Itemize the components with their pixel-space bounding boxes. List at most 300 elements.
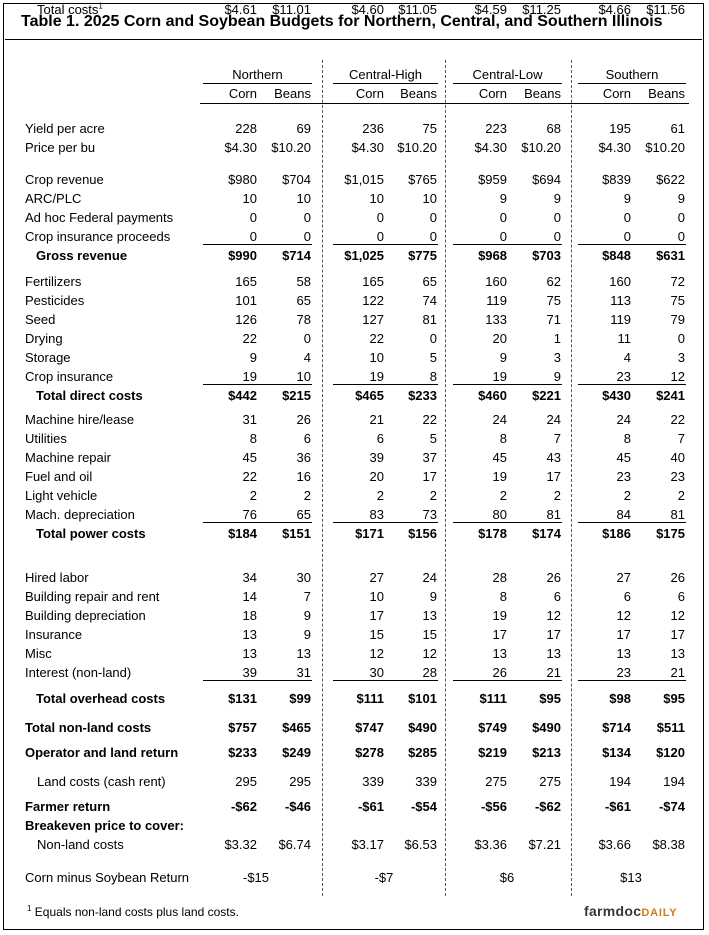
region-underline xyxy=(453,83,562,84)
table-cell: 8 xyxy=(623,431,631,446)
table-cell: 2 xyxy=(623,488,631,503)
table-cell: 13 xyxy=(546,646,561,661)
table-cell: 19 xyxy=(369,369,384,384)
row-label: Fuel and oil xyxy=(25,469,93,484)
table-cell: 13 xyxy=(492,646,507,661)
table-cell: 65 xyxy=(296,507,311,522)
table-cell: 0 xyxy=(303,331,311,346)
table-cell: 10 xyxy=(242,191,257,206)
table-title: Table 1. 2025 Corn and Soybean Budgets for Northern, Central, and Southern Illinois xyxy=(5,4,702,40)
subtotal-rule xyxy=(203,244,312,245)
table-cell: 236 xyxy=(362,121,384,136)
table-row xyxy=(0,348,709,367)
table-row xyxy=(0,208,709,227)
table-cell: 80 xyxy=(492,507,507,522)
table-cell: 0 xyxy=(499,229,507,244)
table-cell: $959 xyxy=(478,172,507,187)
table-cell: $4.30 xyxy=(598,140,631,155)
table-cell: 12 xyxy=(616,608,631,623)
subtotal-rule xyxy=(453,384,562,385)
table-cell: 9 xyxy=(677,191,685,206)
table-cell: $156 xyxy=(408,526,437,541)
table-cell: $704 xyxy=(282,172,311,187)
table-cell: 2 xyxy=(677,488,685,503)
subtotal-rule xyxy=(578,522,686,523)
table-cell: 133 xyxy=(485,312,507,327)
row-label: Total non-land costs xyxy=(25,720,152,735)
table-cell: 7 xyxy=(553,431,561,446)
table-cell: 275 xyxy=(485,774,507,789)
table-cell: 1 xyxy=(553,331,561,346)
table-cell: $233 xyxy=(228,745,257,760)
table-cell: 30 xyxy=(296,570,311,585)
table-cell: 18 xyxy=(242,608,257,623)
table-cell: 23 xyxy=(616,665,631,680)
table-cell: 119 xyxy=(486,293,507,308)
row-label: Yield per acre xyxy=(25,121,105,136)
row-label: Total direct costs xyxy=(36,388,143,403)
table-cell: 17 xyxy=(546,469,561,484)
row-label: Fertilizers xyxy=(25,274,82,289)
region-underline xyxy=(203,83,312,84)
row-label: Non-land costs xyxy=(37,837,124,852)
table-cell: 0 xyxy=(303,210,311,225)
table-row xyxy=(0,835,709,854)
table-cell: 31 xyxy=(242,412,257,427)
table-cell: 195 xyxy=(609,121,631,136)
table-cell: $95 xyxy=(663,691,685,706)
table-cell: 160 xyxy=(485,274,507,289)
table-cell: 83 xyxy=(369,507,384,522)
table-cell: 126 xyxy=(235,312,257,327)
table-row xyxy=(0,272,709,291)
footnote xyxy=(27,905,239,919)
table-row xyxy=(0,119,709,138)
table-cell: 11 xyxy=(617,331,631,346)
table-cell: 22 xyxy=(670,412,685,427)
table-cell: 23 xyxy=(616,369,631,384)
table-cell: 3 xyxy=(553,350,561,365)
table-cell: 43 xyxy=(546,450,561,465)
row-label: Total costs$^1$ xyxy=(37,1,103,17)
table-cell: 45 xyxy=(242,450,257,465)
row-label: Misc xyxy=(25,646,52,661)
table-cell: 17 xyxy=(492,627,507,642)
table-cell: $175 xyxy=(656,526,685,541)
table-cell: 194 xyxy=(609,774,631,789)
table-cell: 81 xyxy=(422,312,437,327)
table-row xyxy=(0,291,709,310)
row-label: Hired labor xyxy=(25,570,89,585)
table-cell: 2 xyxy=(249,488,257,503)
table-cell: $490 xyxy=(532,720,561,735)
subtotal-rule xyxy=(578,384,686,385)
table-cell: 3 xyxy=(677,350,685,365)
table-cell: 28 xyxy=(492,570,507,585)
table-row xyxy=(0,170,709,189)
table-cell: 16 xyxy=(296,469,311,484)
table-cell: 75 xyxy=(546,293,561,308)
table-cell: $757 xyxy=(228,720,257,735)
beans-header: Beans xyxy=(524,86,561,101)
table-cell: $178 xyxy=(478,526,507,541)
table-cell: 295 xyxy=(235,774,257,789)
table-cell: 22 xyxy=(422,412,437,427)
logo-main: farmdoc xyxy=(584,903,642,919)
row-label: Crop insurance xyxy=(25,369,114,384)
table-cell: 13 xyxy=(242,627,257,642)
row-label: Insurance xyxy=(25,627,83,642)
table-cell: -$56 xyxy=(480,799,507,814)
table-cell: 12 xyxy=(369,646,384,661)
row-label: Price per bu xyxy=(25,140,96,155)
table-row xyxy=(0,625,709,644)
table-cell: 0 xyxy=(376,229,384,244)
table-cell: $101 xyxy=(408,691,437,706)
table-row xyxy=(0,689,709,708)
table-cell: $980 xyxy=(228,172,257,187)
table-row xyxy=(0,386,709,405)
row-label: Corn minus Soybean Return xyxy=(25,870,190,885)
table-row xyxy=(0,772,709,791)
row-label: Farmer return xyxy=(25,799,111,814)
table-cell: 39 xyxy=(369,450,384,465)
table-cell: 61 xyxy=(670,121,685,136)
region-header: Southern xyxy=(605,67,659,82)
table-cell: $99 xyxy=(289,691,311,706)
table-cell: -$61 xyxy=(604,799,631,814)
table-cell: 9 xyxy=(249,350,257,365)
table-cell: 9 xyxy=(303,608,311,623)
table-cell: $990 xyxy=(228,248,257,263)
table-cell: $848 xyxy=(602,248,631,263)
row-label: Crop revenue xyxy=(25,172,104,187)
subtotal-rule xyxy=(203,384,312,385)
table-cell: 119 xyxy=(610,312,631,327)
table-cell: 79 xyxy=(670,312,685,327)
table-cell: 10 xyxy=(369,191,384,206)
header-underline xyxy=(200,103,689,104)
table-cell: $6.74 xyxy=(278,837,311,852)
table-cell: 17 xyxy=(616,627,631,642)
table-cell: 71 xyxy=(546,312,561,327)
table-cell: 10 xyxy=(369,350,384,365)
table-row xyxy=(0,448,709,467)
table-cell: 2 xyxy=(553,488,561,503)
table-cell: 194 xyxy=(663,774,685,789)
table-cell: 27 xyxy=(616,570,631,585)
row-label: Building depreciation xyxy=(25,608,146,623)
table-row xyxy=(0,410,709,429)
table-cell: 13 xyxy=(422,608,437,623)
region-header: Central-Low xyxy=(472,67,543,82)
table-cell: 20 xyxy=(369,469,384,484)
table-cell: 101 xyxy=(235,293,257,308)
subtotal-rule xyxy=(203,680,312,681)
table-cell: 12 xyxy=(546,608,561,623)
table-cell: $131 xyxy=(228,691,257,706)
table-cell: 295 xyxy=(289,774,311,789)
row-label: Land costs (cash rent) xyxy=(37,774,166,789)
table-cell: 10 xyxy=(422,191,437,206)
table-cell: 27 xyxy=(369,570,384,585)
table-row xyxy=(0,429,709,448)
table-cell: 5 xyxy=(429,350,437,365)
table-cell: $4.60 xyxy=(351,2,384,17)
table-cell: $111 xyxy=(479,691,507,706)
table-cell: 13 xyxy=(670,646,685,661)
table-cell: $1,025 xyxy=(344,248,384,263)
table-cell: 24 xyxy=(546,412,561,427)
table-cell: 9 xyxy=(499,350,507,365)
table-cell: 0 xyxy=(553,210,561,225)
table-cell: $7.21 xyxy=(528,837,561,852)
table-cell: 13 xyxy=(616,646,631,661)
table-cell: 165 xyxy=(362,274,384,289)
row-label: Building repair and rent xyxy=(25,589,160,604)
table-cell: $184 xyxy=(228,526,257,541)
footnote-text: Equals non-land costs plus land costs. xyxy=(34,905,239,919)
row-label: Machine repair xyxy=(25,450,111,465)
subtotal-rule xyxy=(333,680,438,681)
row-label: Pesticides xyxy=(25,293,85,308)
row-label: Storage xyxy=(25,350,71,365)
table-cell: $213 xyxy=(532,745,561,760)
table-cell: 122 xyxy=(362,293,384,308)
table-row xyxy=(0,816,709,835)
table-cell: -$74 xyxy=(658,799,685,814)
table-cell: $968 xyxy=(478,248,507,263)
table-cell: 26 xyxy=(296,412,311,427)
table-row xyxy=(0,310,709,329)
table-cell: 9 xyxy=(303,627,311,642)
table-cell: 68 xyxy=(546,121,561,136)
table-cell: 19 xyxy=(492,469,507,484)
table-cell: 19 xyxy=(492,608,507,623)
table-cell: 0 xyxy=(303,229,311,244)
table-cell: 9 xyxy=(623,191,631,206)
table-cell: 2 xyxy=(303,488,311,503)
table-cell: 0 xyxy=(376,210,384,225)
table-cell: $219 xyxy=(478,745,507,760)
row-label: Light vehicle xyxy=(25,488,98,503)
table-cell: $4.59 xyxy=(474,2,507,17)
table-cell: 0 xyxy=(677,331,685,346)
table-cell: 15 xyxy=(422,627,437,642)
table-row xyxy=(0,797,709,816)
table-cell: -$46 xyxy=(284,799,311,814)
subtotal-rule xyxy=(333,244,438,245)
row-label: Breakeven price to cover: xyxy=(25,818,184,833)
table-cell: 22 xyxy=(369,331,384,346)
table-cell: 4 xyxy=(303,350,311,365)
table-cell: -$54 xyxy=(410,799,437,814)
table-cell: 75 xyxy=(422,121,437,136)
table-cell: 8 xyxy=(429,369,437,384)
table-cell: 0 xyxy=(677,210,685,225)
table-cell: $4.30 xyxy=(224,140,257,155)
table-cell: -$15 xyxy=(242,870,270,885)
table-cell: 2 xyxy=(376,488,384,503)
table-cell: 0 xyxy=(623,210,631,225)
table-row xyxy=(0,486,709,505)
table-cell: $465 xyxy=(282,720,311,735)
table-cell: $4.30 xyxy=(351,140,384,155)
row-label: Crop insurance proceeds xyxy=(25,229,171,244)
table-cell: $6 xyxy=(499,870,515,885)
row-label: Interest (non-land) xyxy=(25,665,132,680)
table-cell: $120 xyxy=(656,745,685,760)
table-cell: $747 xyxy=(355,720,384,735)
row-label: Gross revenue xyxy=(36,248,128,263)
table-cell: $249 xyxy=(282,745,311,760)
table-cell: 8 xyxy=(499,431,507,446)
table-cell: -$62 xyxy=(534,799,561,814)
table-cell: 58 xyxy=(296,274,311,289)
table-cell: 113 xyxy=(610,293,631,308)
table-cell: 7 xyxy=(677,431,685,446)
subtotal-rule xyxy=(453,680,562,681)
table-cell: $98 xyxy=(609,691,631,706)
region-header: Northern xyxy=(232,67,283,82)
table-cell: $10.20 xyxy=(397,140,437,155)
table-cell: 13 xyxy=(242,646,257,661)
table-cell: 45 xyxy=(616,450,631,465)
table-row xyxy=(0,644,709,663)
table-cell: $171 xyxy=(355,526,384,541)
table-row xyxy=(0,587,709,606)
table-cell: $221 xyxy=(532,388,561,403)
table-cell: $4.66 xyxy=(598,2,631,17)
table-row xyxy=(0,524,709,543)
table-cell: 45 xyxy=(492,450,507,465)
table-cell: 6 xyxy=(623,589,631,604)
corn-header: Corn xyxy=(355,86,384,101)
table-cell: 22 xyxy=(242,469,257,484)
table-cell: $749 xyxy=(478,720,507,735)
footnote-ref: 1 xyxy=(98,1,103,11)
table-row xyxy=(0,568,709,587)
table-cell: $765 xyxy=(408,172,437,187)
region-underline xyxy=(578,83,686,84)
table-cell: $4.61 xyxy=(224,2,257,17)
table-cell: $233 xyxy=(408,388,437,403)
table-cell: $430 xyxy=(602,388,631,403)
table-cell: $839 xyxy=(602,172,631,187)
region-underline xyxy=(333,83,438,84)
table-cell: 9 xyxy=(429,589,437,604)
row-label: Ad hoc Federal payments xyxy=(25,210,174,225)
region-header: Central-High xyxy=(349,67,422,82)
table-cell: $151 xyxy=(282,526,311,541)
subtotal-rule xyxy=(333,384,438,385)
corn-header: Corn xyxy=(478,86,507,101)
table-cell: 31 xyxy=(296,665,311,680)
table-cell: 84 xyxy=(616,507,631,522)
table-cell: 23 xyxy=(670,469,685,484)
table-cell: 65 xyxy=(422,274,437,289)
table-cell: $3.32 xyxy=(224,837,257,852)
table-cell: 10 xyxy=(369,589,384,604)
table-cell: 19 xyxy=(492,369,507,384)
beans-header: Beans xyxy=(648,86,685,101)
table-cell: $3.66 xyxy=(598,837,631,852)
table-cell: 0 xyxy=(429,331,437,346)
table-cell: 8 xyxy=(249,431,257,446)
table-cell: 24 xyxy=(616,412,631,427)
table-cell: 24 xyxy=(422,570,437,585)
table-cell: 165 xyxy=(235,274,257,289)
table-cell: 0 xyxy=(553,229,561,244)
beans-header: Beans xyxy=(400,86,437,101)
table-cell: $442 xyxy=(228,388,257,403)
table-cell: 69 xyxy=(296,121,311,136)
table-cell: $186 xyxy=(602,526,631,541)
table-cell: 0 xyxy=(623,229,631,244)
subtotal-rule xyxy=(453,244,562,245)
table-row xyxy=(0,138,709,157)
table-cell: $4.30 xyxy=(474,140,507,155)
table-cell: $215 xyxy=(282,388,311,403)
table-cell: 339 xyxy=(362,774,384,789)
table-cell: 81 xyxy=(670,507,685,522)
table-cell: 10 xyxy=(296,191,311,206)
table-cell: $11.56 xyxy=(646,2,685,17)
table-cell: 74 xyxy=(422,293,437,308)
row-label: Machine hire/lease xyxy=(25,412,135,427)
table-cell: 12 xyxy=(422,646,437,661)
table-cell: 19 xyxy=(242,369,257,384)
table-row xyxy=(0,329,709,348)
table-cell: $10.20 xyxy=(521,140,561,155)
table-cell: 72 xyxy=(670,274,685,289)
table-cell: $714 xyxy=(282,248,311,263)
table-cell: $285 xyxy=(408,745,437,760)
table-cell: 6 xyxy=(376,431,384,446)
table-cell: -$7 xyxy=(374,870,394,885)
table-cell: $511 xyxy=(656,720,685,735)
table-cell: $3.36 xyxy=(474,837,507,852)
table-cell: 76 xyxy=(242,507,257,522)
table-cell: 17 xyxy=(369,608,384,623)
table-cell: 13 xyxy=(296,646,311,661)
table-cell: $490 xyxy=(408,720,437,735)
table-cell: 12 xyxy=(670,369,685,384)
table-cell: 8 xyxy=(499,589,507,604)
table-cell: 36 xyxy=(296,450,311,465)
row-label: Mach. depreciation xyxy=(25,507,135,522)
table-cell: 26 xyxy=(670,570,685,585)
row-label: Operator and land return xyxy=(25,745,179,760)
table-cell: 9 xyxy=(553,369,561,384)
table-cell: 0 xyxy=(429,210,437,225)
table-cell: $8.38 xyxy=(652,837,685,852)
table-cell: 7 xyxy=(303,589,311,604)
table-cell: 75 xyxy=(670,293,685,308)
table-cell: $13 xyxy=(620,870,642,885)
table-cell: 20 xyxy=(492,331,507,346)
table-cell: 6 xyxy=(553,589,561,604)
table-cell: $10.20 xyxy=(271,140,311,155)
table-cell: 28 xyxy=(422,665,437,680)
table-cell: $134 xyxy=(602,745,631,760)
subtotal-rule xyxy=(453,522,562,523)
table-cell: $465 xyxy=(355,388,384,403)
table-cell: 73 xyxy=(422,507,437,522)
table-cell: -$61 xyxy=(357,799,384,814)
table-cell: 30 xyxy=(369,665,384,680)
table-cell: $11.25 xyxy=(522,2,561,17)
